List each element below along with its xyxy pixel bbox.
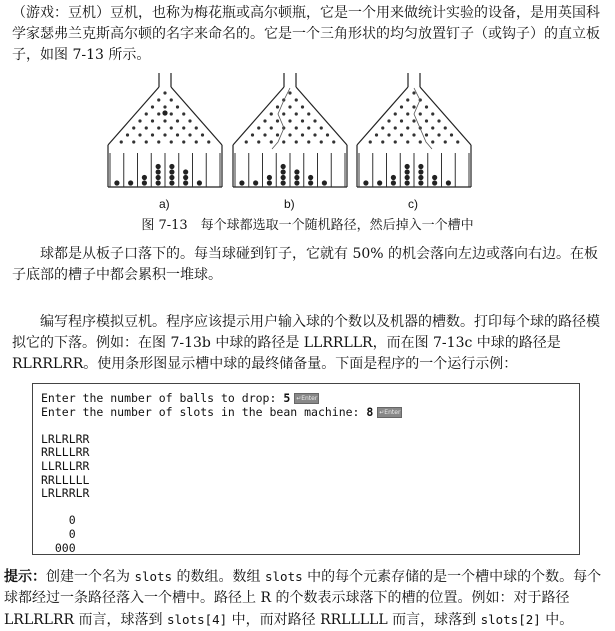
ball bbox=[197, 180, 202, 185]
peg bbox=[270, 140, 273, 143]
peg bbox=[437, 119, 440, 122]
ball bbox=[294, 180, 299, 185]
ball bbox=[281, 175, 286, 180]
peg bbox=[288, 119, 291, 122]
peg bbox=[313, 133, 316, 136]
peg bbox=[301, 133, 304, 136]
peg bbox=[163, 91, 166, 94]
peg bbox=[157, 98, 160, 101]
peg bbox=[257, 126, 260, 129]
ball bbox=[432, 180, 437, 185]
path-line: LLRLLRR bbox=[41, 458, 90, 473]
peg bbox=[288, 91, 291, 94]
peg bbox=[145, 126, 148, 129]
histogram-row: 0 bbox=[41, 526, 76, 541]
peg bbox=[406, 98, 409, 101]
peg bbox=[288, 105, 291, 108]
ball bbox=[169, 175, 174, 180]
path-line: LRLRRLR bbox=[41, 486, 90, 501]
ball bbox=[281, 169, 286, 174]
hint-text: 中，而对路径 RRLLLLL 而言，球落到 bbox=[227, 612, 481, 628]
peg bbox=[270, 112, 273, 115]
ball bbox=[156, 169, 161, 174]
paragraph-exercise: 编写程序模拟豆机。程序应该提示用户输入球的个数以及机器的槽数。打印每个球的路径模拟它的下落。例如：在图 7-13b 中球的路径是 LLRRLLR，而在图 7-13c 中球的路径是 RLRRLRR。使用条形图显示槽中球的最终储备量。下面是程序的一个运行示例： bbox=[12, 314, 600, 372]
figure-label-c: c) bbox=[408, 197, 418, 211]
peg bbox=[176, 105, 179, 108]
peg bbox=[412, 105, 415, 108]
hint-label: 提示： bbox=[4, 569, 46, 585]
peg bbox=[251, 133, 254, 136]
peg bbox=[195, 140, 198, 143]
ball bbox=[405, 175, 410, 180]
funnel-wall bbox=[233, 87, 284, 145]
enter-key-icon: ↵Enter bbox=[296, 395, 318, 402]
peg bbox=[138, 133, 141, 136]
peg bbox=[400, 133, 403, 136]
peg bbox=[437, 133, 440, 136]
peg bbox=[201, 133, 204, 136]
code-slots-2: slots[2] bbox=[480, 612, 541, 627]
peg bbox=[406, 140, 409, 143]
peg bbox=[276, 105, 279, 108]
peg bbox=[375, 133, 378, 136]
intro-paragraph: （游戏：豆机）豆机，也称为梅花瓶或高尔顿瓶，它是一个用来做统计实验的设备，是用英国科学家瑟弗兰克斯高尔顿的名字来命名的。它是一个三角形状的均匀放置钉子（或钩子）的直立板子，如图 7-13 所示。 bbox=[12, 5, 600, 63]
peg bbox=[456, 140, 459, 143]
ball bbox=[432, 175, 437, 180]
peg bbox=[263, 119, 266, 122]
path-line: LRLRLRR bbox=[41, 431, 90, 446]
figure-caption: 图 7-13 每个球都选取一个随机路径，然后掉入一个槽中 bbox=[141, 218, 474, 233]
peg bbox=[381, 126, 384, 129]
peg bbox=[188, 119, 191, 122]
ball bbox=[322, 180, 327, 185]
peg bbox=[450, 133, 453, 136]
ball bbox=[377, 180, 382, 185]
peg bbox=[412, 91, 415, 94]
hint-text: 中的每个元素存储的是一个槽中球的个数。每个球都经过一条路径落入一个槽中。路径上 R 的个数表示球落下的槽的位置。例如：对于路径 LRLRLRR 而言，球落到 bbox=[4, 569, 602, 628]
ball bbox=[267, 175, 272, 180]
console-prompt-slots: Enter the number of slots in the bean machine: bbox=[41, 404, 367, 419]
peg bbox=[295, 126, 298, 129]
peg bbox=[320, 140, 323, 143]
peg bbox=[151, 133, 154, 136]
console-input-balls: 5 bbox=[283, 391, 291, 405]
peg bbox=[295, 112, 298, 115]
hint-text: 中。 bbox=[540, 612, 574, 628]
peg bbox=[163, 105, 166, 108]
ball bbox=[363, 180, 368, 185]
funnel-wall bbox=[296, 87, 347, 145]
peg bbox=[151, 105, 154, 108]
peg bbox=[282, 112, 285, 115]
peg bbox=[176, 133, 179, 136]
peg bbox=[182, 126, 185, 129]
ball bbox=[156, 164, 161, 169]
peg bbox=[369, 140, 372, 143]
peg bbox=[412, 119, 415, 122]
peg bbox=[412, 133, 415, 136]
ball bbox=[142, 180, 147, 185]
ball bbox=[156, 180, 161, 185]
peg bbox=[157, 112, 160, 115]
ball bbox=[169, 169, 174, 174]
ball bbox=[169, 180, 174, 185]
console-output bbox=[32, 383, 580, 555]
ball bbox=[142, 175, 147, 180]
peg bbox=[282, 140, 285, 143]
peg bbox=[145, 140, 148, 143]
peg bbox=[170, 98, 173, 101]
ball bbox=[183, 180, 188, 185]
peg bbox=[400, 105, 403, 108]
ball bbox=[253, 180, 258, 185]
hint-text: 的数组。数组 bbox=[172, 569, 265, 585]
peg bbox=[182, 140, 185, 143]
ball bbox=[418, 164, 423, 169]
ball bbox=[405, 180, 410, 185]
ball bbox=[418, 180, 423, 185]
console-prompt-balls: Enter the number of balls to drop: bbox=[41, 391, 284, 405]
peg bbox=[394, 112, 397, 115]
ball bbox=[405, 169, 410, 174]
peg bbox=[195, 126, 198, 129]
peg bbox=[394, 126, 397, 129]
peg bbox=[170, 140, 173, 143]
peg bbox=[263, 133, 266, 136]
ball bbox=[281, 180, 286, 185]
peg bbox=[276, 119, 279, 122]
bean-machine-figure-c bbox=[353, 73, 475, 191]
peg bbox=[431, 112, 434, 115]
peg bbox=[170, 112, 173, 115]
peg bbox=[120, 140, 123, 143]
peg bbox=[182, 112, 185, 115]
ball bbox=[267, 180, 272, 185]
peg bbox=[138, 119, 141, 122]
peg bbox=[307, 126, 310, 129]
peg bbox=[276, 133, 279, 136]
peg bbox=[425, 105, 428, 108]
bean-machine-figure-a bbox=[104, 73, 226, 191]
peg bbox=[157, 140, 160, 143]
peg bbox=[163, 119, 166, 122]
peg bbox=[425, 119, 428, 122]
ball bbox=[294, 169, 299, 174]
peg bbox=[288, 133, 291, 136]
funnel-wall bbox=[420, 87, 471, 145]
ball bbox=[183, 169, 188, 174]
funnel-wall bbox=[357, 87, 408, 145]
figure-label-b: b) bbox=[284, 197, 295, 211]
peg bbox=[387, 119, 390, 122]
ball bbox=[294, 175, 299, 180]
peg bbox=[406, 112, 409, 115]
peg bbox=[301, 119, 304, 122]
code-slots-4: slots[4] bbox=[166, 612, 228, 627]
ball bbox=[308, 180, 313, 185]
peg bbox=[313, 119, 316, 122]
peg bbox=[157, 126, 160, 129]
code-slots: slots bbox=[134, 569, 173, 584]
peg bbox=[145, 112, 148, 115]
ball bbox=[281, 164, 286, 169]
ball bbox=[418, 169, 423, 174]
peg bbox=[170, 126, 173, 129]
peg bbox=[126, 133, 129, 136]
funnel-wall bbox=[171, 87, 222, 145]
ball bbox=[308, 175, 313, 180]
peg bbox=[245, 140, 248, 143]
peg bbox=[326, 133, 329, 136]
console-input-slots: 8 bbox=[366, 404, 374, 419]
paragraph-ball-drop: 球都是从板子口落下的。每当球碰到钉子，它就有 50% 的机会落向左边或落向右边。在板子底部的槽子中都会累积一堆球。 bbox=[12, 246, 599, 283]
ball bbox=[169, 164, 174, 169]
peg bbox=[419, 140, 422, 143]
path-line: RRLLLLL bbox=[41, 472, 90, 487]
peg bbox=[381, 140, 384, 143]
peg bbox=[207, 140, 210, 143]
peg bbox=[320, 126, 323, 129]
histogram-row: 0 bbox=[41, 513, 76, 528]
peg bbox=[431, 140, 434, 143]
peg bbox=[406, 126, 409, 129]
peg bbox=[132, 140, 135, 143]
hint-paragraph bbox=[4, 566, 610, 631]
peg bbox=[188, 133, 191, 136]
enter-key-icon: ↵Enter bbox=[379, 408, 401, 416]
histogram-row: 000 bbox=[41, 540, 76, 555]
peg bbox=[394, 140, 397, 143]
peg bbox=[301, 105, 304, 108]
peg bbox=[132, 126, 135, 129]
figure-label-a: a) bbox=[159, 197, 170, 211]
peg bbox=[444, 126, 447, 129]
peg bbox=[425, 133, 428, 136]
bean-machine-figure-b bbox=[229, 73, 351, 191]
code-slots: slots bbox=[265, 569, 303, 584]
ball bbox=[114, 180, 119, 185]
peg bbox=[444, 140, 447, 143]
peg bbox=[400, 119, 403, 122]
peg bbox=[307, 112, 310, 115]
peg bbox=[295, 140, 298, 143]
ball bbox=[405, 164, 410, 169]
ball bbox=[391, 180, 396, 185]
ball bbox=[183, 175, 188, 180]
path-line: RRLLLRR bbox=[41, 445, 90, 460]
peg bbox=[332, 140, 335, 143]
hint-text: 创建一个名为 bbox=[46, 569, 135, 585]
ball bbox=[239, 180, 244, 185]
peg bbox=[151, 119, 154, 122]
peg bbox=[270, 126, 273, 129]
peg bbox=[295, 98, 298, 101]
peg bbox=[387, 133, 390, 136]
peg bbox=[257, 140, 260, 143]
ball bbox=[156, 175, 161, 180]
ball bbox=[418, 175, 423, 180]
peg bbox=[307, 140, 310, 143]
ball bbox=[391, 175, 396, 180]
ball bbox=[446, 180, 451, 185]
peg bbox=[419, 112, 422, 115]
peg bbox=[431, 126, 434, 129]
peg bbox=[176, 119, 179, 122]
funnel-wall bbox=[108, 87, 159, 145]
falling-ball bbox=[162, 110, 167, 115]
ball bbox=[128, 180, 133, 185]
peg bbox=[163, 133, 166, 136]
